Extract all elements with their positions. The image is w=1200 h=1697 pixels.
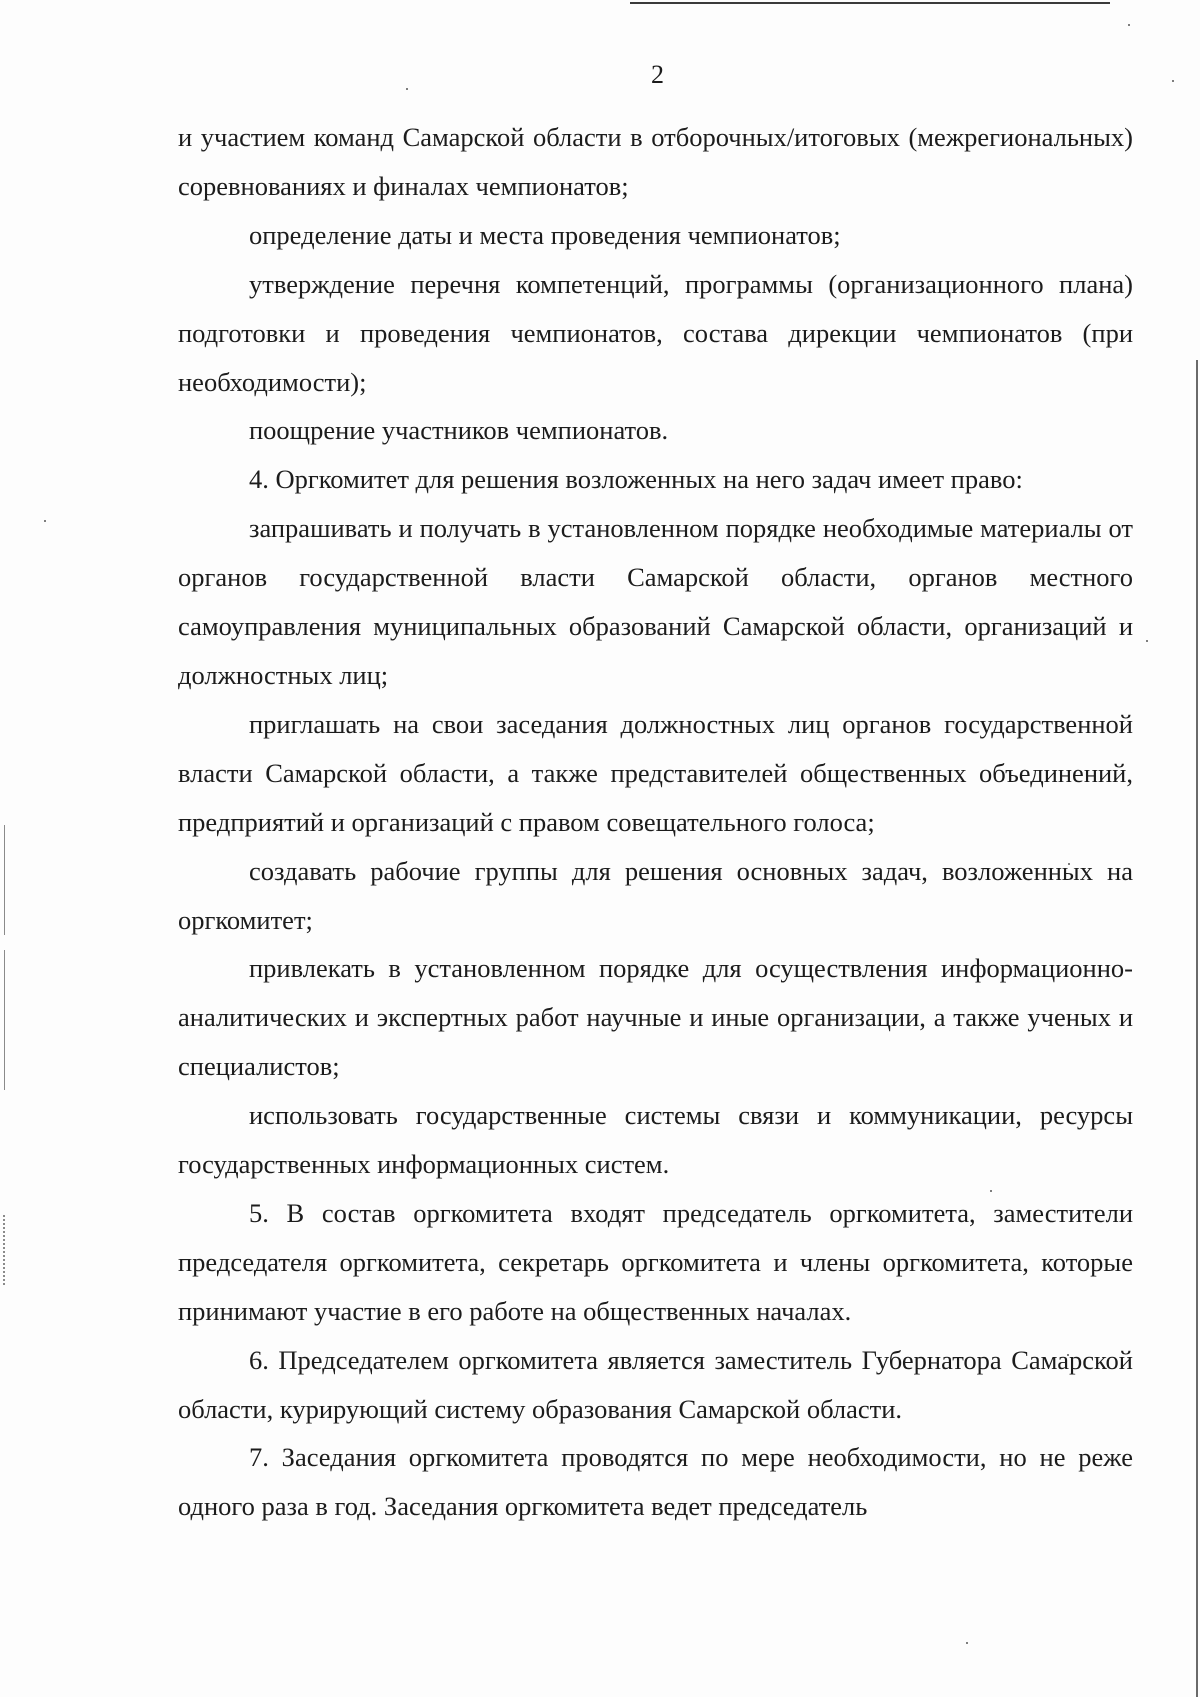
paragraph: привлекать в установленном порядке для осуществления информационно-аналитических и экспертных работ научные и иные организации, а также ученых и специалистов; <box>178 953 1133 1082</box>
scan-edge-mark <box>4 825 5 935</box>
paragraph: создавать рабочие группы для решения основных задач, возложенных на оргкомитет; <box>178 855 1133 935</box>
page-number: 2 <box>651 60 664 89</box>
scan-speck <box>1128 24 1130 26</box>
scan-edge-mark <box>4 950 5 1090</box>
paragraph: 7. Заседания оргкомитета проводятся по мере необходимости, но не реже одного раза в год. Заседания оргкомитета ведет председатель <box>178 1442 1133 1522</box>
paragraph: поощрение участников чемпионатов. <box>249 415 669 446</box>
paragraph: и участием команд Самарской области в отборочных/итоговых (межрегиональных) соревнованиях и финалах чемпионатов; <box>178 122 1133 201</box>
paragraph: определение даты и места проведения чемпионатов; <box>249 219 841 250</box>
paragraph: 5. В состав оргкомитета входят председатель оргкомитета, заместители председателя оргкомитета, секретарь оргкомитета и члены оргкомитета, которые принимают участие в его работе на общественных началах. <box>178 1197 1133 1326</box>
paragraph: приглашать на свои заседания должностных лиц органов государственной власти Самарской области, а также представителей общественных объединений, предприятий и организаций с правом совещательного голоса; <box>178 708 1133 837</box>
paragraph: 6. Председателем оргкомитета является заместитель Губернатора Самарской области, курирующий систему образования Самарской области. <box>178 1344 1133 1424</box>
scan-edge-line <box>1196 360 1198 1697</box>
scan-edge-mark <box>3 1215 7 1285</box>
paragraph: запрашивать и получать в установленном порядке необходимые материалы от органов государственной власти Самарской области, органов местного самоуправления муниципальных образований Самарской области, организаций и должностных лиц; <box>178 513 1133 690</box>
scan-speck <box>44 520 46 522</box>
scan-edge-line <box>630 2 1110 4</box>
paragraph: 4. Оргкомитет для решения возложенных на него задач имеет право: <box>249 464 1023 495</box>
document-body <box>178 113 1133 1531</box>
paragraph: утверждение перечня компетенций, программы (организационного плана) подготовки и проведения чемпионатов, состава дирекции чемпионатов (при необходимости); <box>178 268 1133 397</box>
scan-speck <box>966 1642 968 1644</box>
paragraph: использовать государственные системы связи и коммуникации, ресурсы государственных информационных систем. <box>178 1100 1133 1180</box>
scan-speck <box>1146 640 1148 642</box>
